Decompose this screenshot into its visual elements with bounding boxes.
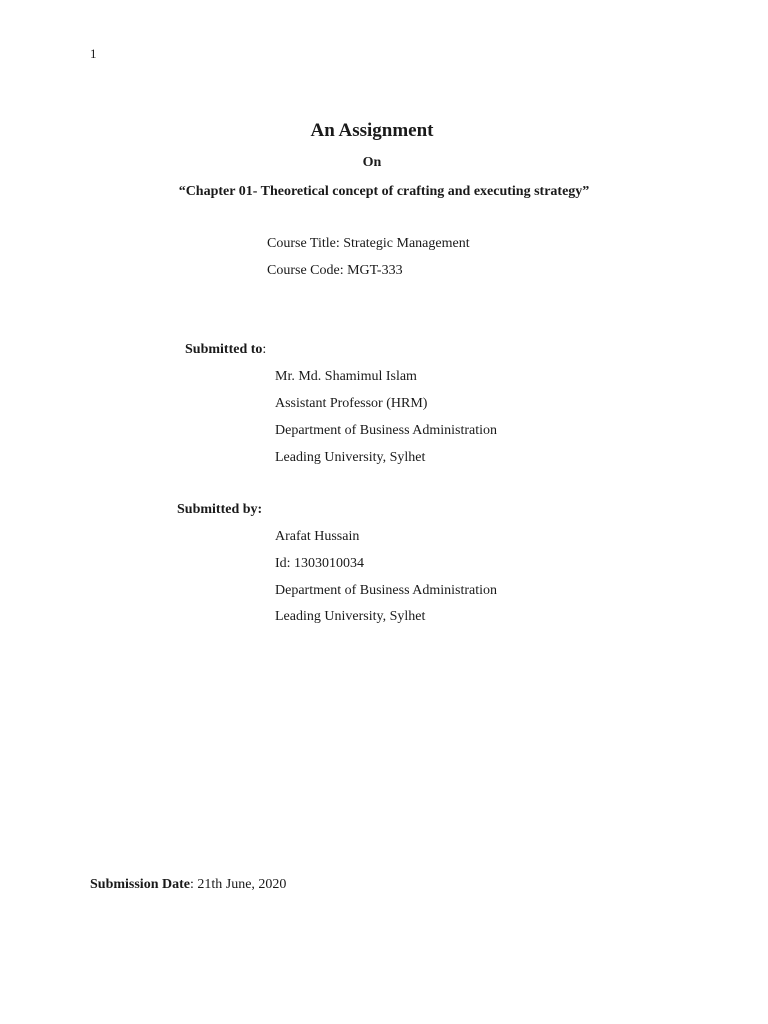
- submitted-by-name: Arafat Hussain: [275, 529, 360, 544]
- submitted-to-colon: :: [262, 342, 267, 357]
- submitted-to-label: [185, 342, 266, 358]
- submitted-to-department: Department of Business Administration: [275, 423, 498, 438]
- submitted-to-designation: Assistant Professor (HRM): [275, 396, 428, 411]
- submission-date: [90, 877, 286, 893]
- course-code: Course Code: MGT-333: [267, 263, 403, 278]
- submitted-by-university: Leading University, Sylhet: [275, 609, 426, 624]
- submitted-to-name: Mr. Md. Shamimul Islam: [275, 369, 417, 384]
- submitted-by-label-text: Submitted by:: [177, 502, 263, 517]
- submitted-by-label: [177, 502, 262, 518]
- course-title: Course Title: Strategic Management: [267, 236, 470, 251]
- page-number: 1: [90, 46, 97, 61]
- submitted-to-university: Leading University, Sylhet: [275, 450, 426, 465]
- assignment-topic: “Chapter 01- Theoretical concept of crafting and executing strategy”: [178, 184, 590, 199]
- submission-date-label: Submission Date: [90, 877, 190, 892]
- submission-date-value: : 21th June, 2020: [189, 877, 287, 892]
- title-on: On: [362, 155, 382, 170]
- submitted-by-department: Department of Business Administration: [275, 583, 498, 598]
- submitted-by-id: Id: 1303010034: [275, 556, 365, 571]
- submitted-to-label-text: Submitted to: [185, 342, 263, 357]
- document-title: An Assignment: [310, 120, 434, 141]
